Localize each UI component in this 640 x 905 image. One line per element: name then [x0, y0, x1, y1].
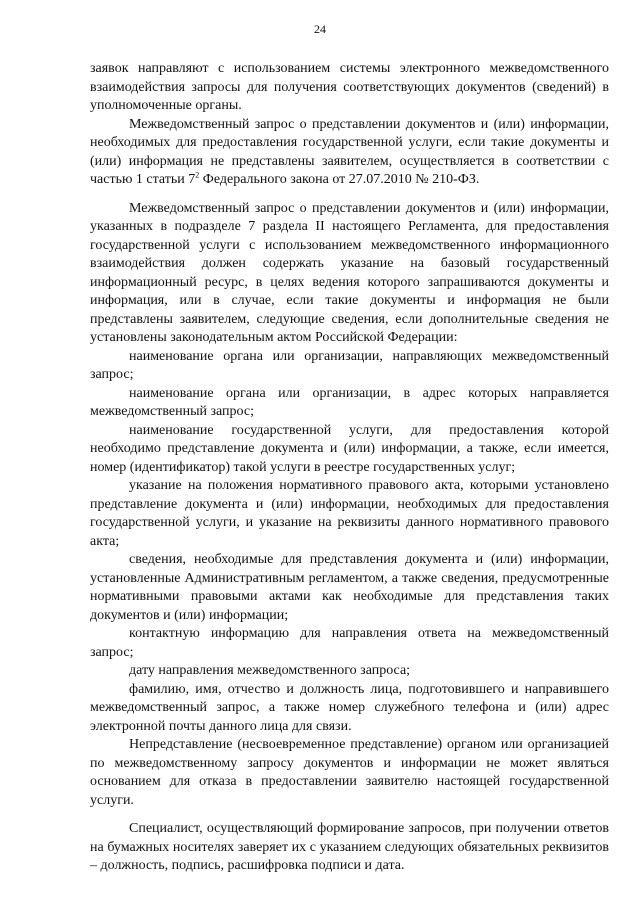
paragraph-interagency-request [90, 116, 609, 190]
list-item: указание на положения нормативного правового акта, которыми установлено представление документа и (или) информации, необходимых для предоставления государственной услуги, и указание на реквизиты данного нормативного правового акта; [90, 478, 609, 549]
document-body [90, 60, 609, 876]
paragraph-interagency-request-tail: Федерального закона от 27.07.2010 № 210-ФЗ. [199, 172, 480, 187]
list-item: дату направления межведомственного запроса; [129, 663, 411, 678]
paragraph-request-contents: Межведомственный запрос о представлении документов и (или) информации, указанных в подразделе 7 раздела II настоящего Регламента, для предоставления государственной услуги с использованием межведомственного информационного взаимодействия должен содержать указание на базовый государственный информационный ресурс, в целях ведения которого запрашиваются документы и информация, или в случае, если такие документы и информация не были представлены заявителем, следующие сведения, если дополнительные сведения не установлены законодательным актом Российской Федерации: [90, 200, 609, 345]
list-item: контактную информацию для направления ответа на межведомственный запрос; [90, 626, 609, 660]
paragraph-specialist: Специалист, осуществляющий формирование запросов, при получении ответов на бумажных носителях заверяет их с указанием следующих обязательных реквизитов – должность, подпись, расшифровка подписи и дата. [90, 821, 609, 873]
list-item: сведения, необходимые для представления документа и (или) информации, установленные Административным регламентом, а также сведения, предусмотренные нормативными правовыми актами как необходимые для представления таких документов и (или) информации; [90, 552, 609, 623]
list-item: наименование органа или организации, в адрес которых направляется межведомственный запрос; [90, 385, 609, 419]
list-item: наименование государственной услуги, для предоставления которой необходимо представление документа и (или) информации, а также, если имеется, номер (идентификатор) такой услуги в реестре государственных услуг; [90, 422, 609, 475]
list-item: фамилию, имя, отчество и должность лица, подготовившего и направившего межведомственный запрос, а также номер служебного телефона и (или) адрес электронной почты данного лица для связи. [90, 681, 609, 734]
paragraph-intro-continuation: заявок направляют с использованием системы электронного межведомственного взаимодействия запросы для получения соответствующих документов (сведений) в уполномоченные органы. [90, 61, 609, 113]
article-superscript: 2 [195, 170, 200, 180]
paragraph-non-submission: Непредставление (несвоевременное представление) органом или организацией по межведомственному запросу документов и информации не может являться основанием для отказа в предоставлении заявителю настоящей государственной услуги. [90, 737, 609, 808]
paragraph-interagency-request-text: Межведомственный запрос о представлении документов и (или) информации, необходимых для предоставления государственной услуги, если такие документы и (или) информация не представлены заявителем, осуществляется в соответствии с частью 1 статьи 7 [90, 116, 609, 187]
list-item: наименование органа или организации, направляющих межведомственный запрос; [90, 348, 609, 382]
page-number: 24 [314, 22, 326, 36]
